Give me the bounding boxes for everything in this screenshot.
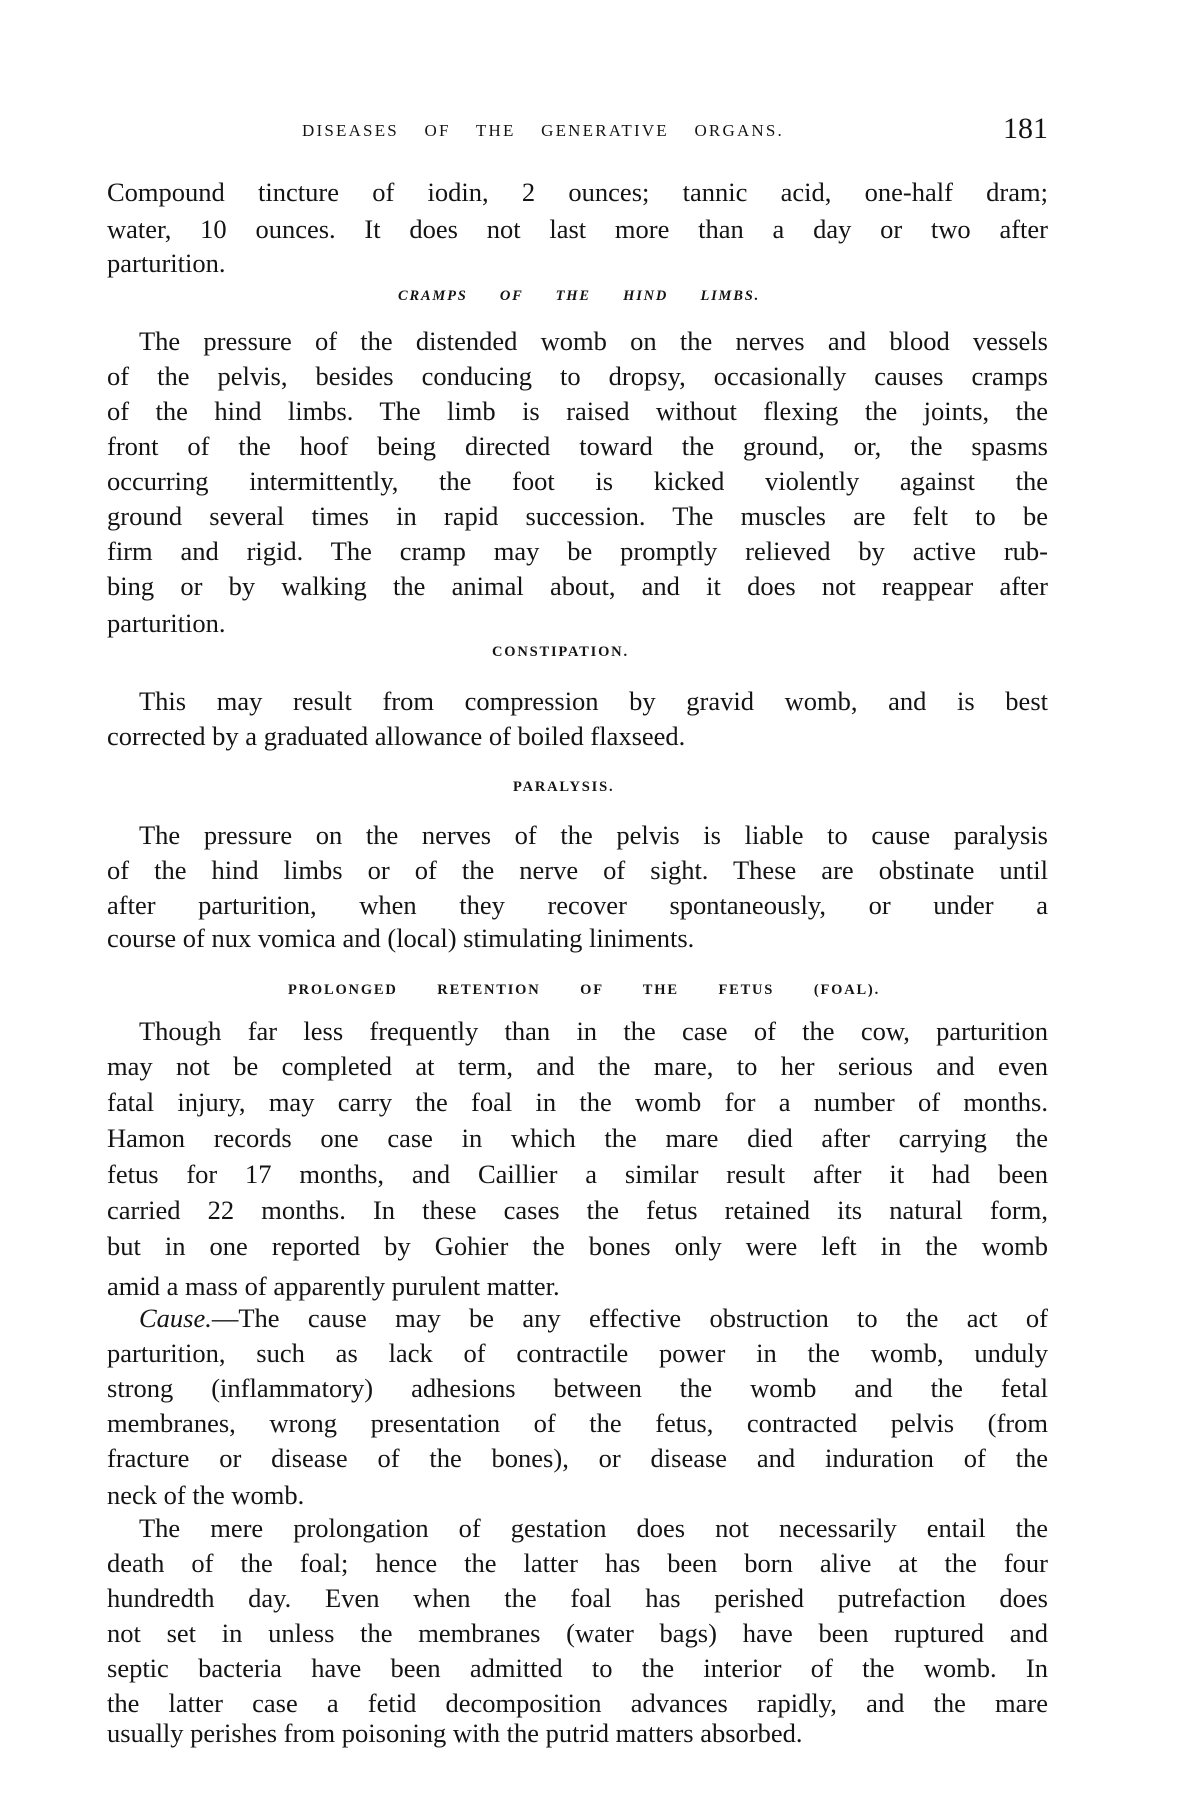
text-line: septic bacteria have been admitted to the interior of the womb. In — [107, 1653, 1048, 1683]
page-number: 181 — [1003, 112, 1048, 145]
text-line: water, 10 ounces. It does not last more than a day or two after — [107, 214, 1048, 244]
section-heading-paralysis: PARALYSIS. — [513, 779, 615, 795]
text-line: occurring intermittently, the foot is kicked violently against the — [107, 466, 1048, 496]
text-line: The pressure of the distended womb on the nerves and blood vessels — [139, 326, 1048, 356]
text-line: but in one reported by Gohier the bones only were left in the womb — [107, 1231, 1048, 1261]
text-line: hundredth day. Even when the foal has perished putrefaction does — [107, 1583, 1048, 1613]
running-header-title: DISEASES OF THE GENERATIVE ORGANS. — [302, 121, 784, 140]
text-line: of the hind limbs. The limb is raised without flexing the joints, the — [107, 396, 1048, 426]
text-line: front of the hoof being directed toward the ground, or, the spasms — [107, 431, 1048, 461]
cause-line — [139, 1303, 1048, 1333]
text-line: of the hind limbs or of the nerve of sight. These are obstinate until — [107, 855, 1048, 885]
text-line: This may result from compression by gravid womb, and is best — [139, 686, 1048, 716]
cause-label: Cause. — [139, 1303, 212, 1333]
text-line: may not be completed at term, and the mare, to her serious and even — [107, 1051, 1048, 1081]
text-line: not set in unless the membranes (water bags) have been ruptured and — [107, 1618, 1048, 1648]
text-line: course of nux vomica and (local) stimulating liniments. — [107, 923, 695, 953]
text-line: bing or by walking the animal about, and it does not reappear after — [107, 571, 1048, 601]
text-line: ground several times in rapid succession. The muscles are felt to be — [107, 501, 1048, 531]
text-line: corrected by a graduated allowance of boiled flaxseed. — [107, 721, 686, 751]
text-line: of the pelvis, besides conducing to dropsy, occasionally causes cramps — [107, 361, 1048, 391]
text-line: parturition. — [107, 248, 226, 278]
text-line: death of the foal; hence the latter has been born alive at the four — [107, 1548, 1048, 1578]
text-line: neck of the womb. — [107, 1480, 305, 1510]
text-line: fatal injury, may carry the foal in the womb for a number of months. — [107, 1087, 1048, 1117]
text-line: The mere prolongation of gestation does not necessarily entail the — [139, 1513, 1048, 1543]
text-line: the latter case a fetid decomposition advances rapidly, and the mare — [107, 1688, 1048, 1718]
text-line: amid a mass of apparently purulent matter. — [107, 1271, 560, 1301]
section-heading-cramps: CRAMPS OF THE HIND LIMBS. — [398, 288, 760, 304]
cause-text: —The cause may be any effective obstruction to the act of — [211, 1303, 1048, 1333]
text-line: parturition, such as lack of contractile power in the womb, unduly — [107, 1338, 1048, 1368]
text-line: fracture or disease of the bones), or disease and induration of the — [107, 1443, 1048, 1473]
text-line: Hamon records one case in which the mare died after carrying the — [107, 1123, 1048, 1153]
text-line: carried 22 months. In these cases the fetus retained its natural form, — [107, 1195, 1048, 1225]
text-line: strong (inflammatory) adhesions between the womb and the fetal — [107, 1373, 1048, 1403]
text-line: Compound tincture of iodin, 2 ounces; tannic acid, one-half dram; — [107, 177, 1048, 207]
text-line: The pressure on the nerves of the pelvis is liable to cause paralysis — [139, 820, 1048, 850]
text-line: after parturition, when they recover spontaneously, or under a — [107, 890, 1048, 920]
section-heading-constipation: CONSTIPATION. — [492, 644, 629, 660]
text-line: firm and rigid. The cramp may be promptly relieved by active rub- — [107, 536, 1048, 566]
text-line: fetus for 17 months, and Caillier a similar result after it had been — [107, 1159, 1048, 1189]
text-line: Though far less frequently than in the case of the cow, parturition — [139, 1016, 1048, 1046]
text-line: usually perishes from poisoning with the putrid matters absorbed. — [107, 1718, 803, 1748]
section-heading-prolonged-retention: PROLONGED RETENTION OF THE FETUS (FOAL). — [288, 982, 880, 998]
text-line: membranes, wrong presentation of the fetus, contracted pelvis (from — [107, 1408, 1048, 1438]
text-line: parturition. — [107, 608, 226, 638]
